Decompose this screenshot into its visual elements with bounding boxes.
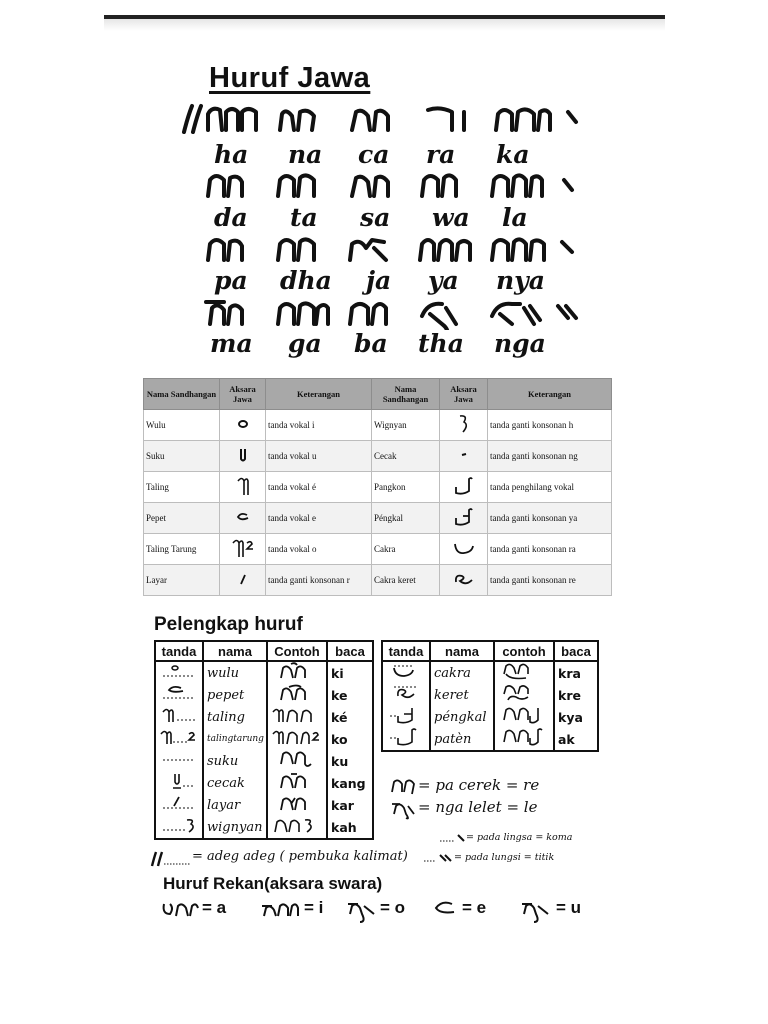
cakra-keret-glyph-icon xyxy=(440,565,488,596)
desc-right: tanda ganti konsonan re xyxy=(488,565,612,596)
nama: wulu xyxy=(203,661,267,684)
header-contoh: Contoh xyxy=(267,641,327,661)
header-tanda: tanda xyxy=(382,641,430,661)
header-keterangan-1: Keterangan xyxy=(266,379,372,410)
nama-right: Pangkon xyxy=(372,472,440,503)
aksara-swara-o-icon xyxy=(344,898,378,924)
latin-nya: nya xyxy=(496,266,545,295)
header-aksara-jawa-2: Aksara Jawa xyxy=(440,379,488,410)
latin-row-4 xyxy=(200,329,560,363)
header-contoh: contoh xyxy=(494,641,554,661)
latin-dha: dha xyxy=(280,266,332,295)
nama-right: Péngkal xyxy=(372,503,440,534)
aksara-swara-i-icon xyxy=(260,898,300,920)
cakra-glyph-icon xyxy=(440,534,488,565)
contoh-kang-icon xyxy=(267,772,327,794)
nama: patèn xyxy=(430,728,494,751)
tanda-taling-icon xyxy=(155,706,203,728)
desc-left: tanda vokal e xyxy=(266,503,372,534)
tanda-keret-icon xyxy=(382,684,430,706)
latin-pa: pa xyxy=(214,266,248,295)
latin-ta: ta xyxy=(290,203,318,232)
latin-row-3 xyxy=(200,266,560,300)
nama-left: Pepet xyxy=(144,503,220,534)
aksara-swara-e-icon xyxy=(432,898,458,920)
nama-left: Wulu xyxy=(144,410,220,441)
taling-glyph-icon xyxy=(220,472,266,503)
huruf-jawa-title: Huruf Jawa xyxy=(209,62,371,94)
header-baca: baca xyxy=(554,641,598,661)
contoh-kre-icon xyxy=(494,684,554,706)
baca: ko xyxy=(327,728,373,750)
latin-ja: ja xyxy=(366,266,392,295)
table-row xyxy=(155,728,373,750)
tanda-cakra-icon xyxy=(382,661,430,684)
table-row xyxy=(144,534,612,565)
pa-cerek-note: = pa cerek = re xyxy=(418,776,540,794)
desc-right: tanda ganti konsonan h xyxy=(488,410,612,441)
latin-na: na xyxy=(288,140,323,169)
nama-right: Cakra xyxy=(372,534,440,565)
swara-o-label: = o xyxy=(380,898,406,917)
adeg-adeg-note: = adeg adeg ( pembuka kalimat) xyxy=(192,849,408,864)
pada-lingsa-glyph-icon xyxy=(440,832,466,844)
contoh-kya-icon xyxy=(494,706,554,728)
table-row xyxy=(382,661,598,684)
contoh-ke-icon xyxy=(267,684,327,706)
cecak-glyph-icon xyxy=(440,441,488,472)
tanda-pengkal-icon xyxy=(382,706,430,728)
top-shadow xyxy=(104,19,665,31)
nama: wignyan xyxy=(203,816,267,839)
contoh-ko-icon xyxy=(267,728,327,750)
latin-ka: ka xyxy=(496,140,530,169)
desc-right: tanda ganti konsonan ya xyxy=(488,503,612,534)
swara-u-label: = u xyxy=(556,898,582,917)
desc-left: tanda vokal u xyxy=(266,441,372,472)
desc-left: tanda ganti konsonan r xyxy=(266,565,372,596)
sandhangan-header-row xyxy=(144,379,612,410)
huruf-rekan-title: Huruf Rekan(aksara swara) xyxy=(163,874,383,893)
tanda-suku-icon xyxy=(155,750,203,772)
tanda-layar-icon xyxy=(155,794,203,816)
sandhangan-table xyxy=(143,378,612,596)
table-row xyxy=(144,503,612,534)
pada-lungsi-note: = pada lungsi = titik xyxy=(454,852,555,863)
layar-glyph-icon xyxy=(220,565,266,596)
desc-right: tanda penghilang vokal xyxy=(488,472,612,503)
tanda-cecak-icon xyxy=(155,772,203,794)
nama-left: Suku xyxy=(144,441,220,472)
header-nama: nama xyxy=(203,641,267,661)
table-row xyxy=(144,441,612,472)
desc-right: tanda ganti konsonan ng xyxy=(488,441,612,472)
table-row xyxy=(155,706,373,728)
nama-right: Cecak xyxy=(372,441,440,472)
adeg-adeg-glyph-icon xyxy=(150,850,192,868)
table-row xyxy=(155,772,373,794)
swara-e-label: = e xyxy=(462,898,487,917)
nama: péngkal xyxy=(430,706,494,728)
table-row xyxy=(155,684,373,706)
contoh-ak-icon xyxy=(494,728,554,751)
swara-a-label: = a xyxy=(202,898,227,917)
tanda-wignyan-icon xyxy=(155,816,203,839)
desc-right: tanda ganti konsonan ra xyxy=(488,534,612,565)
latin-ca: ca xyxy=(358,140,390,169)
header-keterangan-2: Keterangan xyxy=(488,379,612,410)
huruf-rekan-row xyxy=(160,896,600,924)
pelengkap-left-table xyxy=(154,640,374,840)
pengkal-glyph-icon xyxy=(440,503,488,534)
contoh-ke-taling-icon xyxy=(267,706,327,728)
contoh-kar-icon xyxy=(267,794,327,816)
desc-left: tanda vokal é xyxy=(266,472,372,503)
table-row xyxy=(155,750,373,772)
table-row xyxy=(144,410,612,441)
baca: ki xyxy=(327,661,373,684)
header-baca: baca xyxy=(327,641,373,661)
header-nama-sandhangan-1: Nama Sandhangan xyxy=(144,379,220,410)
header-tanda: tanda xyxy=(155,641,203,661)
table-row xyxy=(382,684,598,706)
nama: cakra xyxy=(430,661,494,684)
latin-da: da xyxy=(214,203,248,232)
contoh-ki-icon xyxy=(267,661,327,684)
table-row xyxy=(382,706,598,728)
latin-nga: nga xyxy=(494,329,546,358)
contoh-kah-icon xyxy=(267,816,327,839)
baca: ke xyxy=(327,684,373,706)
table-row xyxy=(155,816,373,839)
nama-left: Taling xyxy=(144,472,220,503)
latin-ba: ba xyxy=(354,329,388,358)
latin-sa: sa xyxy=(360,203,391,232)
aksara-row-3-glyphs xyxy=(180,232,580,266)
baca: kar xyxy=(327,794,373,816)
pelengkap-right-table xyxy=(381,640,599,752)
wulu-glyph-icon xyxy=(220,410,266,441)
nama: talingtarung xyxy=(203,728,267,750)
aksara-row-4-glyphs xyxy=(180,296,580,330)
aksara-row-1-glyphs xyxy=(180,102,580,136)
header-nama: nama xyxy=(430,641,494,661)
nama: suku xyxy=(203,750,267,772)
latin-ha: ha xyxy=(214,140,249,169)
table-row xyxy=(155,661,373,684)
table-row xyxy=(155,794,373,816)
latin-ma: ma xyxy=(210,329,253,358)
latin-ya: ya xyxy=(428,266,459,295)
nama: cecak xyxy=(203,772,267,794)
taling-tarung-glyph-icon xyxy=(220,534,266,565)
aksara-row-2-glyphs xyxy=(180,168,580,202)
contoh-kra-icon xyxy=(494,661,554,684)
desc-left: tanda vokal o xyxy=(266,534,372,565)
latin-tha: tha xyxy=(418,329,464,358)
aksara-swara-a-icon xyxy=(160,898,200,920)
tanda-wulu-icon xyxy=(155,661,203,684)
nama: pepet xyxy=(203,684,267,706)
tanda-pepet-icon xyxy=(155,684,203,706)
nama-left: Taling Tarung xyxy=(144,534,220,565)
tanda-taling-tarung-icon xyxy=(155,728,203,750)
tanda-paten-icon xyxy=(382,728,430,751)
baca: ku xyxy=(327,750,373,772)
desc-left: tanda vokal i xyxy=(266,410,372,441)
nama: taling xyxy=(203,706,267,728)
header-nama-sandhangan-2: Nama Sandhangan xyxy=(372,379,440,410)
baca: kah xyxy=(327,816,373,839)
latin-ra: ra xyxy=(426,140,456,169)
pa-cerek-glyph-icon xyxy=(390,776,416,796)
nama-right: Cakra keret xyxy=(372,565,440,596)
latin-la: la xyxy=(502,203,528,232)
latin-wa: wa xyxy=(432,203,470,232)
wignyan-glyph-icon xyxy=(440,410,488,441)
swara-i-label: = i xyxy=(304,898,324,917)
contoh-ku-icon xyxy=(267,750,327,772)
baca: kya xyxy=(554,706,598,728)
nga-lelet-glyph-icon xyxy=(390,798,416,820)
table-row xyxy=(144,472,612,503)
table-row xyxy=(144,565,612,596)
header-aksara-jawa-1: Aksara Jawa xyxy=(220,379,266,410)
nama: keret xyxy=(430,684,494,706)
pelengkap-title: Pelengkap huruf xyxy=(154,614,303,635)
baca: kra xyxy=(554,661,598,684)
latin-ga: ga xyxy=(288,329,322,358)
aksara-swara-u-icon xyxy=(518,898,554,924)
pada-lungsi-glyph-icon xyxy=(424,852,454,864)
baca: kang xyxy=(327,772,373,794)
pada-lingsa-note: = pada lingsa = koma xyxy=(466,832,573,843)
nga-lelet-note: = nga lelet = le xyxy=(418,798,538,816)
pepet-glyph-icon xyxy=(220,503,266,534)
nama-left: Layar xyxy=(144,565,220,596)
nama: layar xyxy=(203,794,267,816)
baca: ké xyxy=(327,706,373,728)
nama-right: Wignyan xyxy=(372,410,440,441)
table-row xyxy=(382,728,598,751)
suku-glyph-icon xyxy=(220,441,266,472)
baca: ak xyxy=(554,728,598,751)
pangkon-glyph-icon xyxy=(440,472,488,503)
baca: kre xyxy=(554,684,598,706)
